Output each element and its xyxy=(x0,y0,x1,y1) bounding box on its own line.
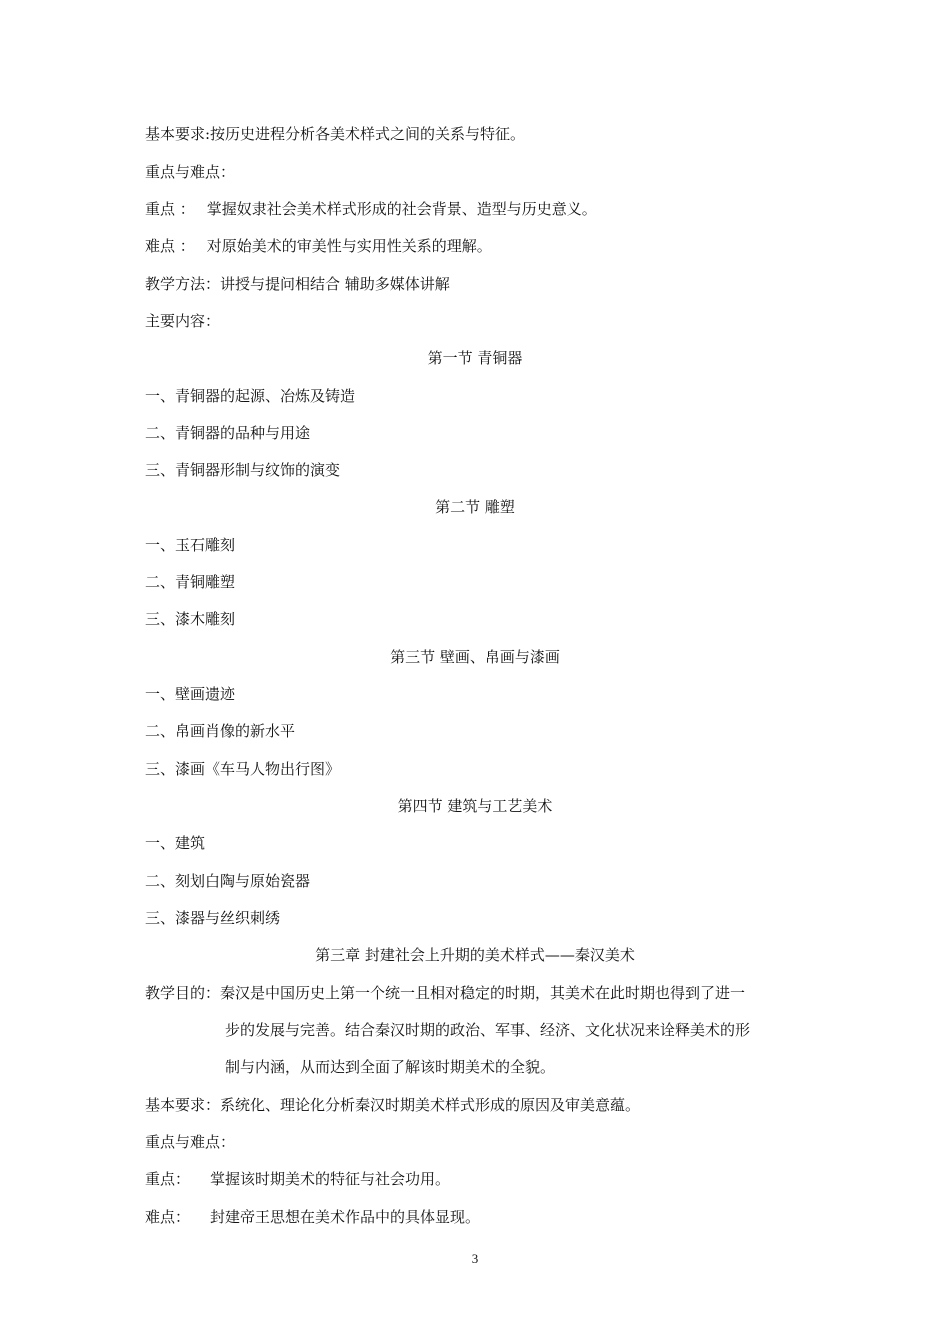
key-difficult-heading: 重点与难点： xyxy=(145,163,236,181)
difficult-point-line xyxy=(145,236,492,256)
basic-requirement-line: 基本要求:按历史进程分析各美术样式之间的关系与特征。 xyxy=(145,125,526,143)
section-1-item-1: 一、青铜器的起源、冶炼及铸造 xyxy=(145,387,356,405)
section-2-item-1: 一、玉石雕刻 xyxy=(145,536,236,554)
section-4-title: 第四节 建筑与工艺美术 xyxy=(397,797,553,815)
section-2-title: 第二节 雕塑 xyxy=(435,498,515,516)
difficult-point-text: 对原始美术的审美性与实用性关系的理解。 xyxy=(206,237,492,255)
section-3-item-2: 二、帛画肖像的新水平 xyxy=(145,722,296,740)
section-1-item-3: 三、青铜器形制与纹饰的演变 xyxy=(145,461,341,479)
section-3-title: 第三节 壁画、帛画与漆画 xyxy=(390,648,560,666)
teaching-goal-line-2: 步的发展与完善。结合秦汉时期的政治、军事、经济、文化状况来诠释美术的形 xyxy=(225,1021,751,1039)
chapter-3-title: 第三章 封建社会上升期的美术样式——秦汉美术 xyxy=(315,946,635,964)
key-point-text: 掌握奴隶社会美术样式形成的社会背景、造型与历史意义。 xyxy=(206,200,597,218)
difficult-point-line-ch3 xyxy=(145,1207,480,1227)
key-point-line-ch3 xyxy=(145,1169,450,1189)
difficult-point-label-ch3: 难点： xyxy=(145,1208,191,1226)
basic-requirement-ch3: 基本要求：系统化、理论化分析秦汉时期美术样式形成的原因及审美意蕴。 xyxy=(145,1096,641,1114)
key-point-text-ch3: 掌握该时期美术的特征与社会功用。 xyxy=(210,1170,451,1188)
key-point-line xyxy=(145,199,597,219)
section-3-item-3: 三、漆画《车马人物出行图》 xyxy=(145,760,341,778)
difficult-point-label: 难点 ： xyxy=(145,237,195,255)
section-4-item-2: 二、刻划白陶与原始瓷器 xyxy=(145,872,311,890)
teaching-goal-line-1: 教学目的：秦汉是中国历史上第一个统一且相对稳定的时期，其美术在此时期也得到了进一 xyxy=(145,984,746,1002)
section-4-item-3: 三、漆器与丝织刺绣 xyxy=(145,909,281,927)
key-point-label-ch3: 重点： xyxy=(145,1170,191,1188)
page-number: 3 xyxy=(471,1251,479,1266)
section-1-item-2: 二、青铜器的品种与用途 xyxy=(145,424,311,442)
section-4-item-1: 一、建筑 xyxy=(145,834,206,852)
difficult-point-text-ch3: 封建帝王思想在美术作品中的具体显现。 xyxy=(210,1208,481,1226)
section-3-item-1: 一、壁画遗迹 xyxy=(145,685,236,703)
teaching-goal-line-3: 制与内涵，从而达到全面了解该时期美术的全貌。 xyxy=(225,1058,556,1076)
section-2-item-2: 二、青铜雕塑 xyxy=(145,573,236,591)
teaching-method-line: 教学方法：讲授与提问相结合 辅助多媒体讲解 xyxy=(145,275,450,293)
key-difficult-heading-ch3: 重点与难点： xyxy=(145,1133,236,1151)
main-content-heading: 主要内容： xyxy=(145,312,221,330)
key-point-label: 重点 ： xyxy=(145,200,195,218)
section-1-title: 第一节 青铜器 xyxy=(427,349,523,367)
section-2-item-3: 三、漆木雕刻 xyxy=(145,610,236,628)
